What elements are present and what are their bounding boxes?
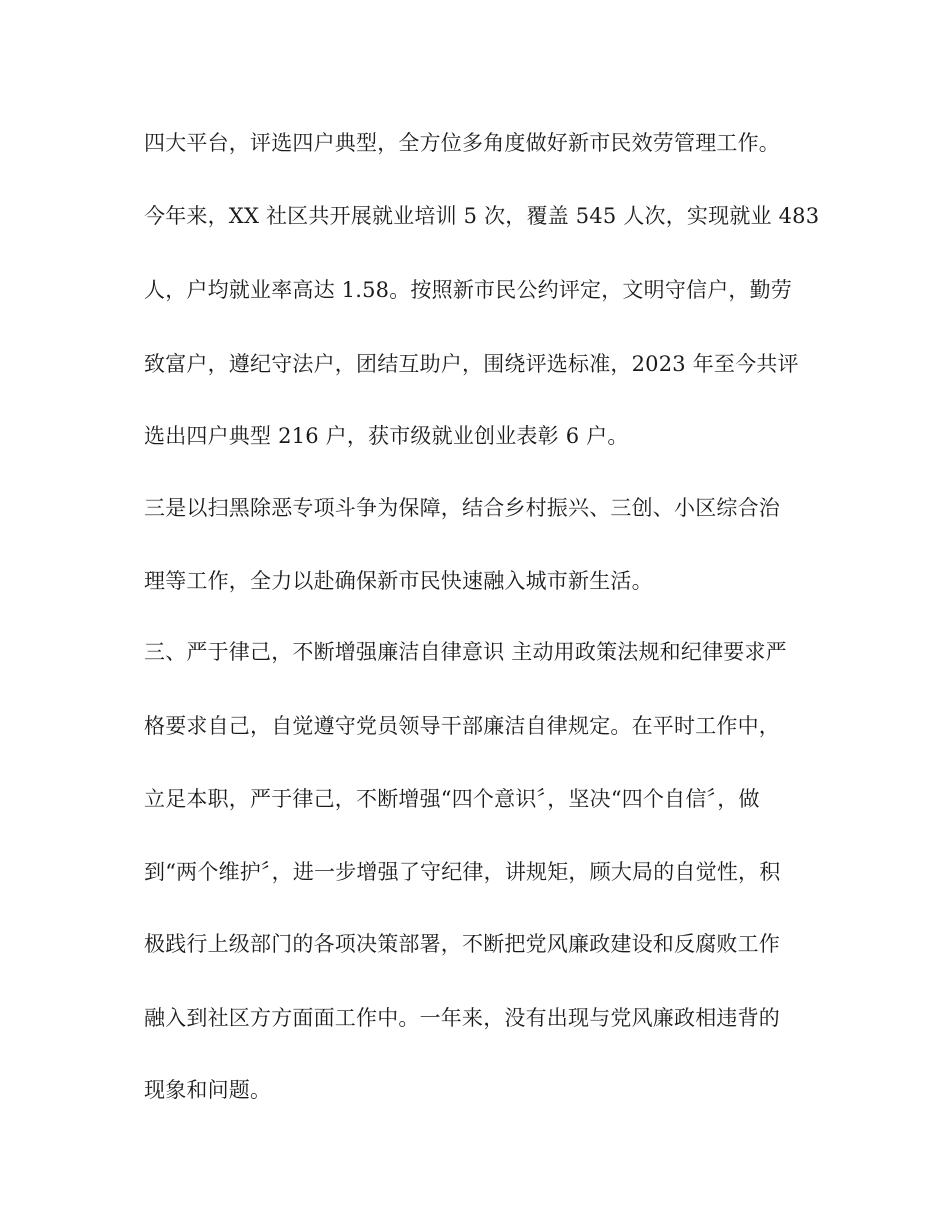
text-line: 四大平台，评选四户典型，全方位多角度做好新市民效劳管理工作。 [144, 131, 780, 155]
text-line: 极践行上级部门的各项决策部署，不断把党风廉政建设和反腐败工作 [144, 932, 780, 956]
text-line: 现象和问题。 [144, 1078, 272, 1102]
text-line: 三、严于律己，不断增强廉洁自律意识 主动用政策法规和纪律要求严 [144, 640, 787, 664]
text-line: 融入到社区方方面面工作中。一年来，没有出现与党风廉政相违背的 [144, 1006, 780, 1030]
text-line: 格要求自己，自觉遵守党员领导干部廉洁自律规定。在平时工作中， [144, 714, 780, 738]
text-line: 选出四户典型 216 户，获市级就业创业表彰 6 户。 [144, 424, 629, 448]
text-line: 今年来，XX 社区共开展就业培训 5 次，覆盖 545 人次，实现就业 483 [144, 204, 820, 228]
text-line: 三是以扫黑除恶专项斗争为保障，结合乡村振兴、三创、小区综合治 [144, 496, 780, 520]
text-line: 理等工作，全力以赴确保新市民快速融入城市新生活。 [144, 569, 653, 593]
text-line: 致富户，遵纪守法户，团结互助户，围绕评选标准，2023 年至今共评 [144, 352, 799, 376]
text-line: 人，户均就业率高达 1.58。按照新市民公约评定，文明守信户，勤劳 [144, 278, 793, 302]
text-line: 立足本职，严于律己，不断增强“四个意识〞，坚决“四个自信〞，做 [144, 787, 760, 811]
text-line: 到“两个维护〞，进一步增强了守纪律，讲规矩，顾大局的自觉性，积 [144, 860, 781, 884]
